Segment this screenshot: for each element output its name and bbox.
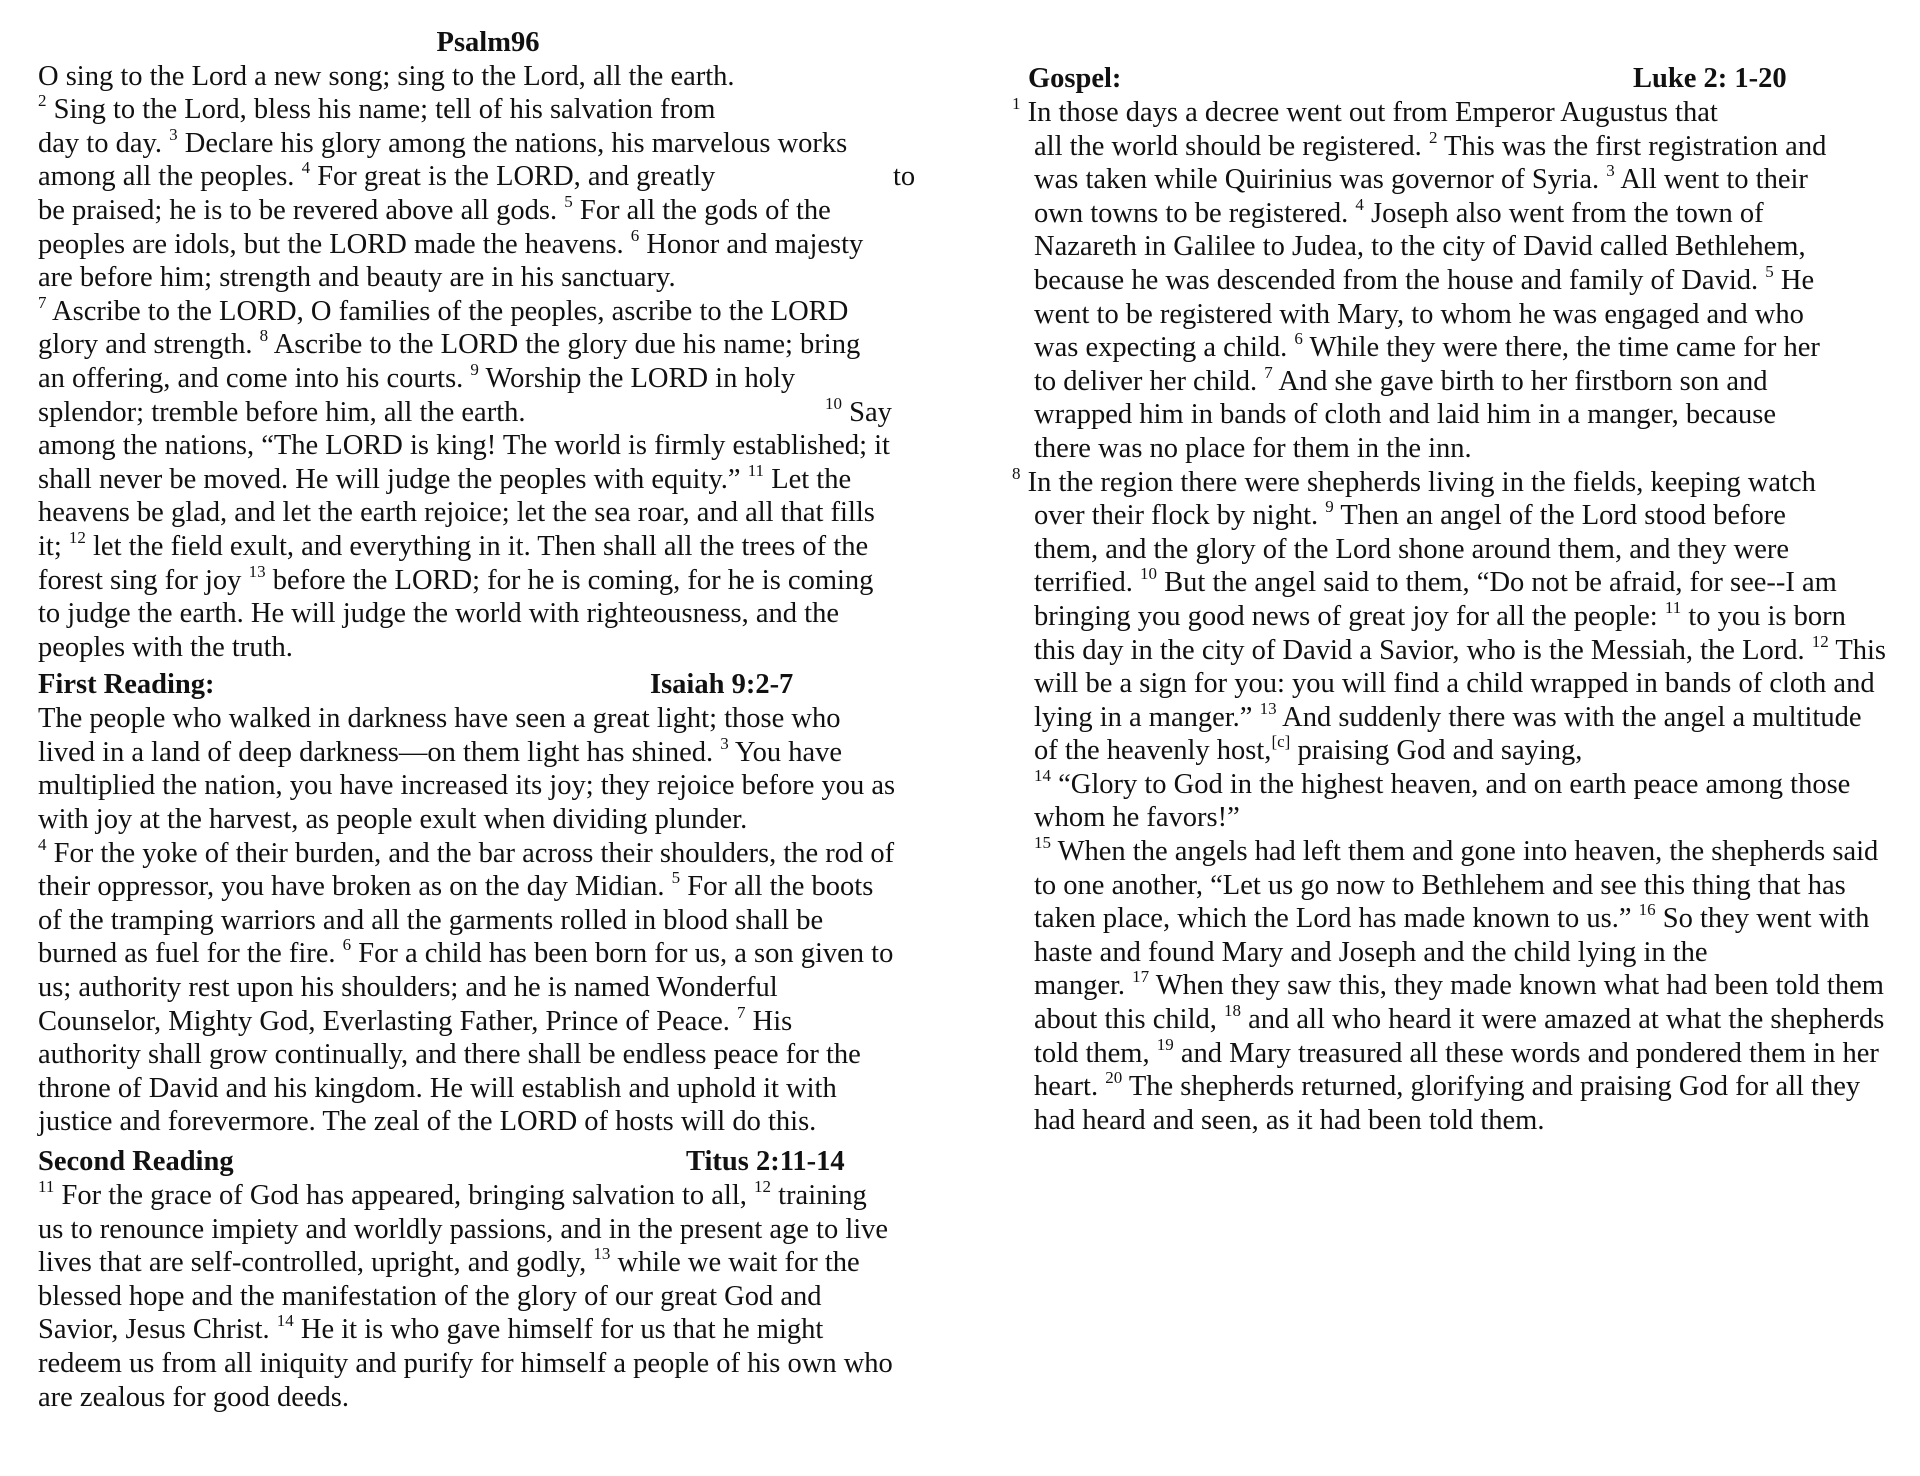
text-line: their oppressor, you have broken as on the day Midian. $^5$ For all the boots xyxy=(38,868,874,903)
psalm-title: Psalm96 xyxy=(436,27,540,58)
verse-number: 7 xyxy=(1264,362,1273,382)
right-column xyxy=(1008,62,1908,1137)
text-line: Counselor, Mighty God, Everlasting Father, Prince of Peace. $^7$ His xyxy=(38,1002,793,1037)
verse-number: 12 xyxy=(754,1177,772,1196)
second-reading-reference: Titus 2:11-14 xyxy=(686,1146,845,1177)
verse-number: 17 xyxy=(1132,967,1150,987)
gospel-reference: Luke 2: 1-20 xyxy=(1633,63,1787,94)
line-tail: to xyxy=(893,161,916,193)
text-line: burned as fuel for the fire. $^6$ For a child has been born for us, a son given to xyxy=(38,935,894,970)
verse-number: 4 xyxy=(1355,194,1364,214)
verse-number: 10 xyxy=(825,393,842,413)
text-line: of the heavenly host,[c] praising God and saying, xyxy=(1034,732,1583,767)
first-reading-heading xyxy=(38,668,918,702)
text-line: there was no place for them in the inn. xyxy=(1034,432,1472,464)
verse-number: 5 xyxy=(564,191,573,211)
text-line: wrapped him in bands of cloth and laid him in a manger, because xyxy=(1034,399,1777,431)
verse-number: 3 xyxy=(720,733,729,753)
text-line: throne of David and his kingdom. He will establish and uphold it with xyxy=(38,1072,837,1104)
text-line: about this child, $^{18}$ and all who heard it were amazed at what the shepherds xyxy=(1034,1001,1885,1036)
text-line: heart. $^{20}$ The shepherds returned, glorifying and praising God for all they xyxy=(1034,1068,1861,1103)
verse-number: 1 xyxy=(1012,94,1021,113)
verse-number: 9 xyxy=(470,359,479,379)
text-line: splendor; tremble before him, all the earth. $^{10}$ Say xyxy=(38,393,892,428)
text-line: terrified. $^{10}$ But the angel said to them, “Do not be afraid, for see--I am xyxy=(1034,564,1837,599)
left-column xyxy=(38,26,918,1414)
text-line: among all the peoples. $^4$ For great is the LORD, and greatly to xyxy=(38,158,916,193)
text-line: this day in the city of David a Savior, who is the Messiah, the Lord. $^{12}$ This xyxy=(1034,631,1887,666)
verse-number: 7 xyxy=(38,292,47,312)
text-line: lying in a manger.” $^{13}$ And suddenly there was with the angel a multitude xyxy=(1034,698,1862,733)
verse-number: 14 xyxy=(1034,765,1051,785)
text-line: an offering, and come into his courts. $^9$ Worship the LORD in holy xyxy=(38,359,796,394)
text-line: are before him; strength and beauty are in his sanctuary. xyxy=(38,262,676,294)
text-line: among the nations, “The LORD is king! The world is firmly established; it xyxy=(38,430,890,462)
text-line: The people who walked in darkness have seen a great light; those who xyxy=(38,703,841,735)
text-line: had heard and seen, as it had been told them. xyxy=(1034,1104,1545,1136)
text-line: us to renounce impiety and worldly passions, and in the present age to live xyxy=(38,1213,889,1245)
first-reading-text xyxy=(38,702,918,1139)
text-line: glory and strength. $^8$ Ascribe to the LORD the glory due his name; bring xyxy=(38,326,861,361)
text-line: to deliver her child. $^7$ And she gave birth to her firstborn son and xyxy=(1034,362,1768,397)
text-line: of the tramping warriors and all the garments rolled in blood shall be xyxy=(38,904,824,936)
text-line: be praised; he is to be revered above all gods. $^5$ For all the gods of the xyxy=(38,191,831,226)
verse-number: 5 xyxy=(671,868,681,888)
text-line: blessed hope and the manifestation of the glory of our great God and xyxy=(38,1280,822,1312)
text-line: Savior, Jesus Christ. $^{14}$ He it is who gave himself for us that he might xyxy=(38,1311,824,1346)
gospel-text xyxy=(1008,96,1908,1137)
text-line: because he was descended from the house and family of David. $^5$ He xyxy=(1034,261,1815,296)
text-line: taken place, which the Lord has made known to us.” $^{16}$ So they went with xyxy=(1034,900,1870,935)
text-line: lives that are self-controlled, upright, and godly, $^{13}$ while we wait for the xyxy=(38,1244,860,1279)
text-line: shall never be moved. He will judge the peoples with equity.” $^{11}$ Let the xyxy=(38,460,852,495)
verse-number: [c] xyxy=(1271,732,1291,752)
verse-number: 10 xyxy=(1140,564,1158,584)
gospel-label: Gospel: xyxy=(1028,63,1122,94)
verse-number: 14 xyxy=(276,1311,294,1331)
text-line: $^1$ In those days a decree went out from Emperor Augustus that xyxy=(1012,94,1718,128)
text-line: whom he favors!” xyxy=(1034,802,1240,834)
text-line: $^7$ Ascribe to the LORD, O families of the peoples, ascribe to the LORD xyxy=(38,292,849,327)
verse-number: 11 xyxy=(38,1177,55,1196)
text-line: $^{11}$ For the grace of God has appeared, bringing salvation to all, $^{12}$ training xyxy=(38,1177,867,1211)
text-line: forest sing for joy $^{13}$ before the LORD; for he is coming, for he is coming xyxy=(38,561,874,596)
text-line: $^8$ In the region there were shepherds living in the fields, keeping watch xyxy=(1012,463,1816,498)
text-line: $^4$ For the yoke of their burden, and the bar across their shoulders, the rod of xyxy=(38,834,895,869)
verse-number: 4 xyxy=(301,158,311,178)
text-line: $^{14}$ “Glory to God in the highest heaven, and on earth peace among those xyxy=(1034,765,1851,800)
text-line: justice and forevermore. The zeal of the LORD of hosts will do this. xyxy=(38,1106,817,1138)
text-line: us; authority rest upon his shoulders; and he is named Wonderful xyxy=(38,972,778,1004)
text-line: heavens be glad, and let the earth rejoice; let the sea roar, and all that fills xyxy=(38,497,875,529)
text-line: them, and the glory of the Lord shone around them, and they were xyxy=(1034,533,1790,565)
text-line: $^2$ Sing to the Lord, bless his name; tell of his salvation from xyxy=(38,91,716,126)
verse-number: 12 xyxy=(1811,631,1829,651)
verse-number: 9 xyxy=(1325,497,1334,517)
text-line: peoples are idols, but the LORD made the heavens. $^6$ Honor and majesty xyxy=(38,225,864,260)
verse-number: 18 xyxy=(1223,1001,1241,1021)
text-line: will be a sign for you: you will find a child wrapped in bands of cloth and xyxy=(1034,668,1875,700)
verse-number: 2 xyxy=(38,91,47,111)
verse-number: 19 xyxy=(1156,1034,1174,1054)
verse-number: 6 xyxy=(630,225,640,245)
text-line: peoples with the truth. xyxy=(38,631,293,663)
text-line: bringing you good news of great joy for all the people: $^{11}$ to you is born xyxy=(1034,597,1846,632)
gospel-heading xyxy=(1008,62,1908,96)
text-line: was expecting a child. $^6$ While they were there, the time came for her xyxy=(1034,329,1820,364)
second-reading-label: Second Reading xyxy=(38,1146,234,1177)
verse-number: 3 xyxy=(169,124,178,144)
verse-number: 13 xyxy=(248,561,266,581)
text-line: are zealous for good deeds. xyxy=(38,1381,349,1413)
verse-number: 8 xyxy=(259,326,269,346)
verse-number: 3 xyxy=(1606,161,1615,181)
text-line: to one another, “Let us go now to Bethlehem and see this thing that has xyxy=(1034,869,1846,901)
verse-number: 2 xyxy=(1428,127,1438,147)
text-line: lived in a land of deep darkness—on them light has shined. $^3$ You have xyxy=(38,733,843,768)
verse-number: 16 xyxy=(1638,900,1656,920)
text-line: $^{15}$ When the angels had left them and gone into heaven, the shepherds said xyxy=(1034,833,1879,868)
line-tail: $^{10}$ Say xyxy=(825,393,892,428)
text-line: authority shall grow continually, and there shall be endless peace for the xyxy=(38,1039,861,1071)
verse-number: 15 xyxy=(1034,833,1051,853)
verse-number: 12 xyxy=(68,527,86,547)
text-line: was taken while Quirinius was governor of Syria. $^3$ All went to their xyxy=(1034,161,1808,196)
verse-number: 13 xyxy=(1259,698,1277,718)
text-line: to judge the earth. He will judge the world with righteousness, and the xyxy=(38,598,839,630)
verse-number: 13 xyxy=(593,1244,611,1264)
text-line: told them, $^{19}$ and Mary treasured all these words and pondered them in her xyxy=(1034,1034,1879,1069)
verse-number: 7 xyxy=(737,1002,746,1022)
text-line: multiplied the nation, you have increased its joy; they rejoice before you as xyxy=(38,770,896,802)
first-reading-label: First Reading: xyxy=(38,669,215,701)
text-line: day to day. $^3$ Declare his glory among the nations, his marvelous works xyxy=(38,124,848,159)
second-reading-text xyxy=(38,1179,918,1414)
text-line: with joy at the harvest, as people exult when dividing plunder. xyxy=(38,804,748,836)
psalm-text xyxy=(38,60,918,665)
verse-number: 11 xyxy=(1664,597,1682,617)
verse-number: 6 xyxy=(342,935,352,955)
second-reading-heading xyxy=(38,1145,918,1179)
text-line: O sing to the Lord a new song; sing to the Lord, all the earth. xyxy=(38,60,735,92)
verse-number: 4 xyxy=(38,834,47,854)
verse-number: 5 xyxy=(1765,261,1774,281)
text-line: over their flock by night. $^9$ Then an angel of the Lord stood before xyxy=(1034,497,1786,532)
verse-number: 11 xyxy=(747,460,765,480)
text-line: haste and found Mary and Joseph and the child lying in the xyxy=(1034,936,1708,968)
text-line: own towns to be registered. $^4$ Joseph also went from the town of xyxy=(1034,194,1764,229)
text-line: it; $^{12}$ let the field exult, and everything in it. Then shall all the trees of the xyxy=(38,527,869,562)
verse-number: 8 xyxy=(1012,463,1021,483)
verse-number: 20 xyxy=(1105,1068,1123,1088)
text-line: manger. $^{17}$ When they saw this, they made known what had been told them xyxy=(1034,967,1884,1002)
text-line: Nazareth in Galilee to Judea, to the city of David called Bethlehem, xyxy=(1034,231,1806,263)
text-line: went to be registered with Mary, to whom he was engaged and who xyxy=(1034,298,1804,330)
first-reading-reference: Isaiah 9:2-7 xyxy=(650,669,794,701)
verse-number: 6 xyxy=(1294,329,1303,349)
text-line: all the world should be registered. $^2$ This was the first registration and xyxy=(1034,127,1827,162)
text-line: redeem us from all iniquity and purify for himself a people of his own who xyxy=(38,1347,893,1379)
